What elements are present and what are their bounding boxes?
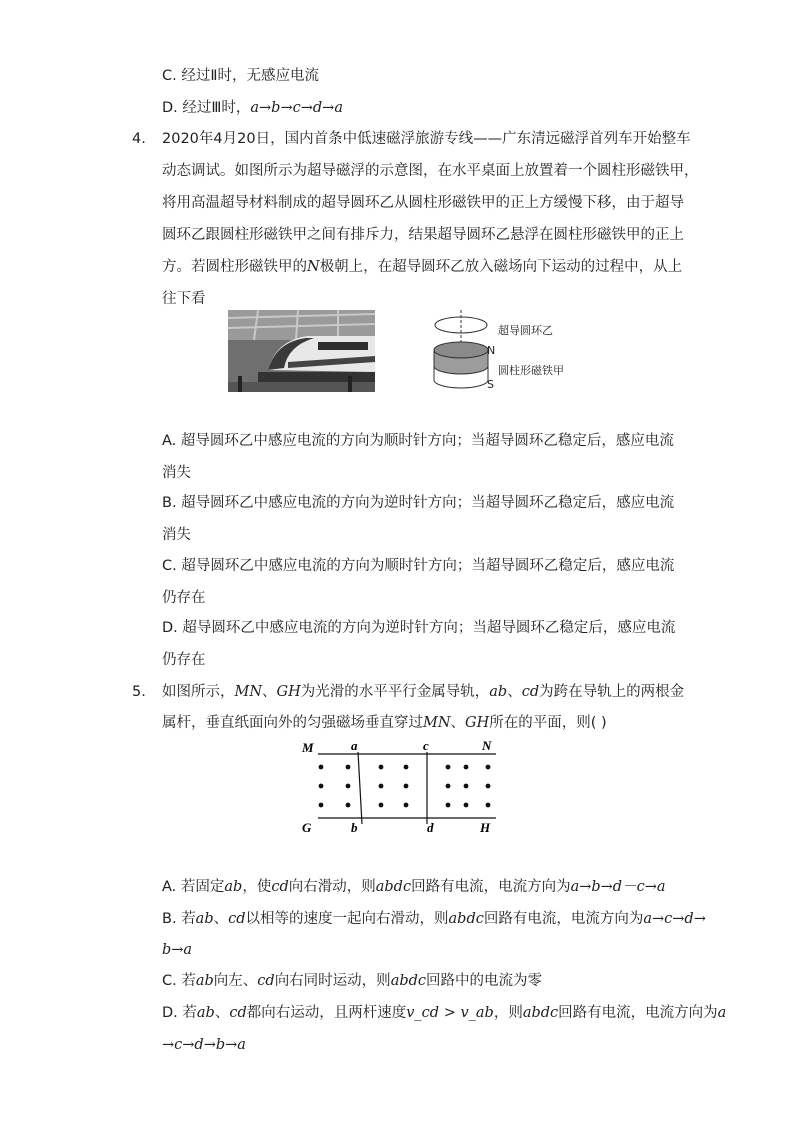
q4-line-3: 将用高温超导材料制成的超导圆环乙从圆柱形磁铁甲的正上方缓慢下移，由于超导 <box>162 195 684 211</box>
q4-line-6: 往下看 <box>162 291 206 307</box>
q5-option-c: C. 若ab向左、cd向右同时运动，则abdc回路中的电流为零 <box>162 973 543 989</box>
field-dot <box>486 803 491 808</box>
field-dot <box>319 803 324 808</box>
q4-option-d: D. 超导圆环乙中感应电流的方向为逆时针方向；当超导圆环乙稳定后，感应电流 <box>162 620 676 636</box>
question-5-number: 5. <box>132 684 146 700</box>
field-dot <box>446 784 451 789</box>
q5-option-d: D. 若ab、cd都向右运动，且两杆速度v_cd > v_ab，则abdc回路有电流，电流方向为a <box>162 1005 727 1021</box>
field-dot <box>346 765 351 770</box>
label-a: a <box>351 738 358 753</box>
magnet-ring-diagram <box>420 308 600 394</box>
q4-line-1: 2020年4月20日，国内首条中低速磁浮旅游专线——广东清远磁浮首列车开始整车 <box>162 131 691 147</box>
q4-option-a-cont: 消失 <box>162 465 191 481</box>
s-pole-label: S <box>487 378 494 391</box>
q4-line-4: 圆环乙跟圆柱形磁铁甲之间有排斥力，结果超导圆环乙悬浮在圆柱形磁铁甲的正上 <box>162 227 684 243</box>
q5-option-b: B. 若ab、cd以相等的速度一起向右滑动，则abdc回路有电流，电流方向为a→c→d→ <box>162 911 706 927</box>
q4-option-a: A. 超导圆环乙中感应电流的方向为顺时针方向；当超导圆环乙稳定后，感应电流 <box>162 433 674 449</box>
field-dot <box>346 803 351 808</box>
label-d: d <box>427 820 434 835</box>
q4-option-b: B. 超导圆环乙中感应电流的方向为逆时针方向；当超导圆环乙稳定后，感应电流 <box>162 495 675 511</box>
maglev-train-photo <box>228 310 375 392</box>
q4-line-5: 方。若圆柱形磁铁甲的N极朝上，在超导圆环乙放入磁场向下运动的过程中，从上 <box>162 259 683 275</box>
question-4-number: 4. <box>132 131 146 147</box>
field-dot <box>379 784 384 789</box>
field-dot <box>464 765 469 770</box>
q5-option-b-cont: b→a <box>162 942 193 958</box>
q5-option-d-cont: →c→d→b→a <box>162 1037 246 1053</box>
option-c-prev: C. 经过Ⅱ时，无感应电流 <box>162 68 319 84</box>
n-pole-label: N <box>487 344 496 357</box>
magnet-label: 圆柱形磁铁甲 <box>498 364 564 377</box>
field-dot <box>379 803 384 808</box>
field-dot <box>346 784 351 789</box>
field-dot <box>446 765 451 770</box>
field-dot <box>404 803 409 808</box>
field-dot <box>379 765 384 770</box>
rod-ab <box>358 752 362 824</box>
q5-line-1: 如图所示，MN、GH为光滑的水平平行金属导轨，ab、cd为跨在导轨上的两根金 <box>162 684 685 700</box>
q5-line-2: 属杆，垂直纸面向外的匀强磁场垂直穿过MN、GH所在的平面，则( ) <box>162 715 607 731</box>
label-g: G <box>302 820 312 835</box>
option-d-prev: D. 经过Ⅲ时，a→b→c→d→a <box>162 100 343 116</box>
field-dot <box>319 765 324 770</box>
field-dot <box>486 784 491 789</box>
field-dot <box>446 803 451 808</box>
field-dot <box>486 765 491 770</box>
label-m: M <box>302 740 314 755</box>
label-h: H <box>480 820 491 835</box>
field-dot <box>404 784 409 789</box>
field-dot <box>464 803 469 808</box>
rails-diagram <box>296 738 502 838</box>
q4-option-d-cont: 仍存在 <box>162 652 206 668</box>
ring-label: 超导圆环乙 <box>498 324 553 337</box>
q4-option-c: C. 超导圆环乙中感应电流的方向为顺时针方向；当超导圆环乙稳定后，感应电流 <box>162 558 675 574</box>
q5-option-a: A. 若固定ab，使cd向右滑动，则abdc回路有电流，电流方向为a→b→d－c→a <box>162 879 666 895</box>
label-c: c <box>423 738 429 753</box>
field-dot <box>404 765 409 770</box>
label-n: N <box>482 738 492 753</box>
label-b: b <box>351 820 358 835</box>
q4-option-c-cont: 仍存在 <box>162 590 206 606</box>
field-dot <box>464 784 469 789</box>
q4-option-b-cont: 消失 <box>162 527 191 543</box>
q4-line-2: 动态调试。如图所示为超导磁浮的示意图，在水平桌面上放置着一个圆柱形磁铁甲， <box>162 163 699 179</box>
field-dot <box>319 784 324 789</box>
